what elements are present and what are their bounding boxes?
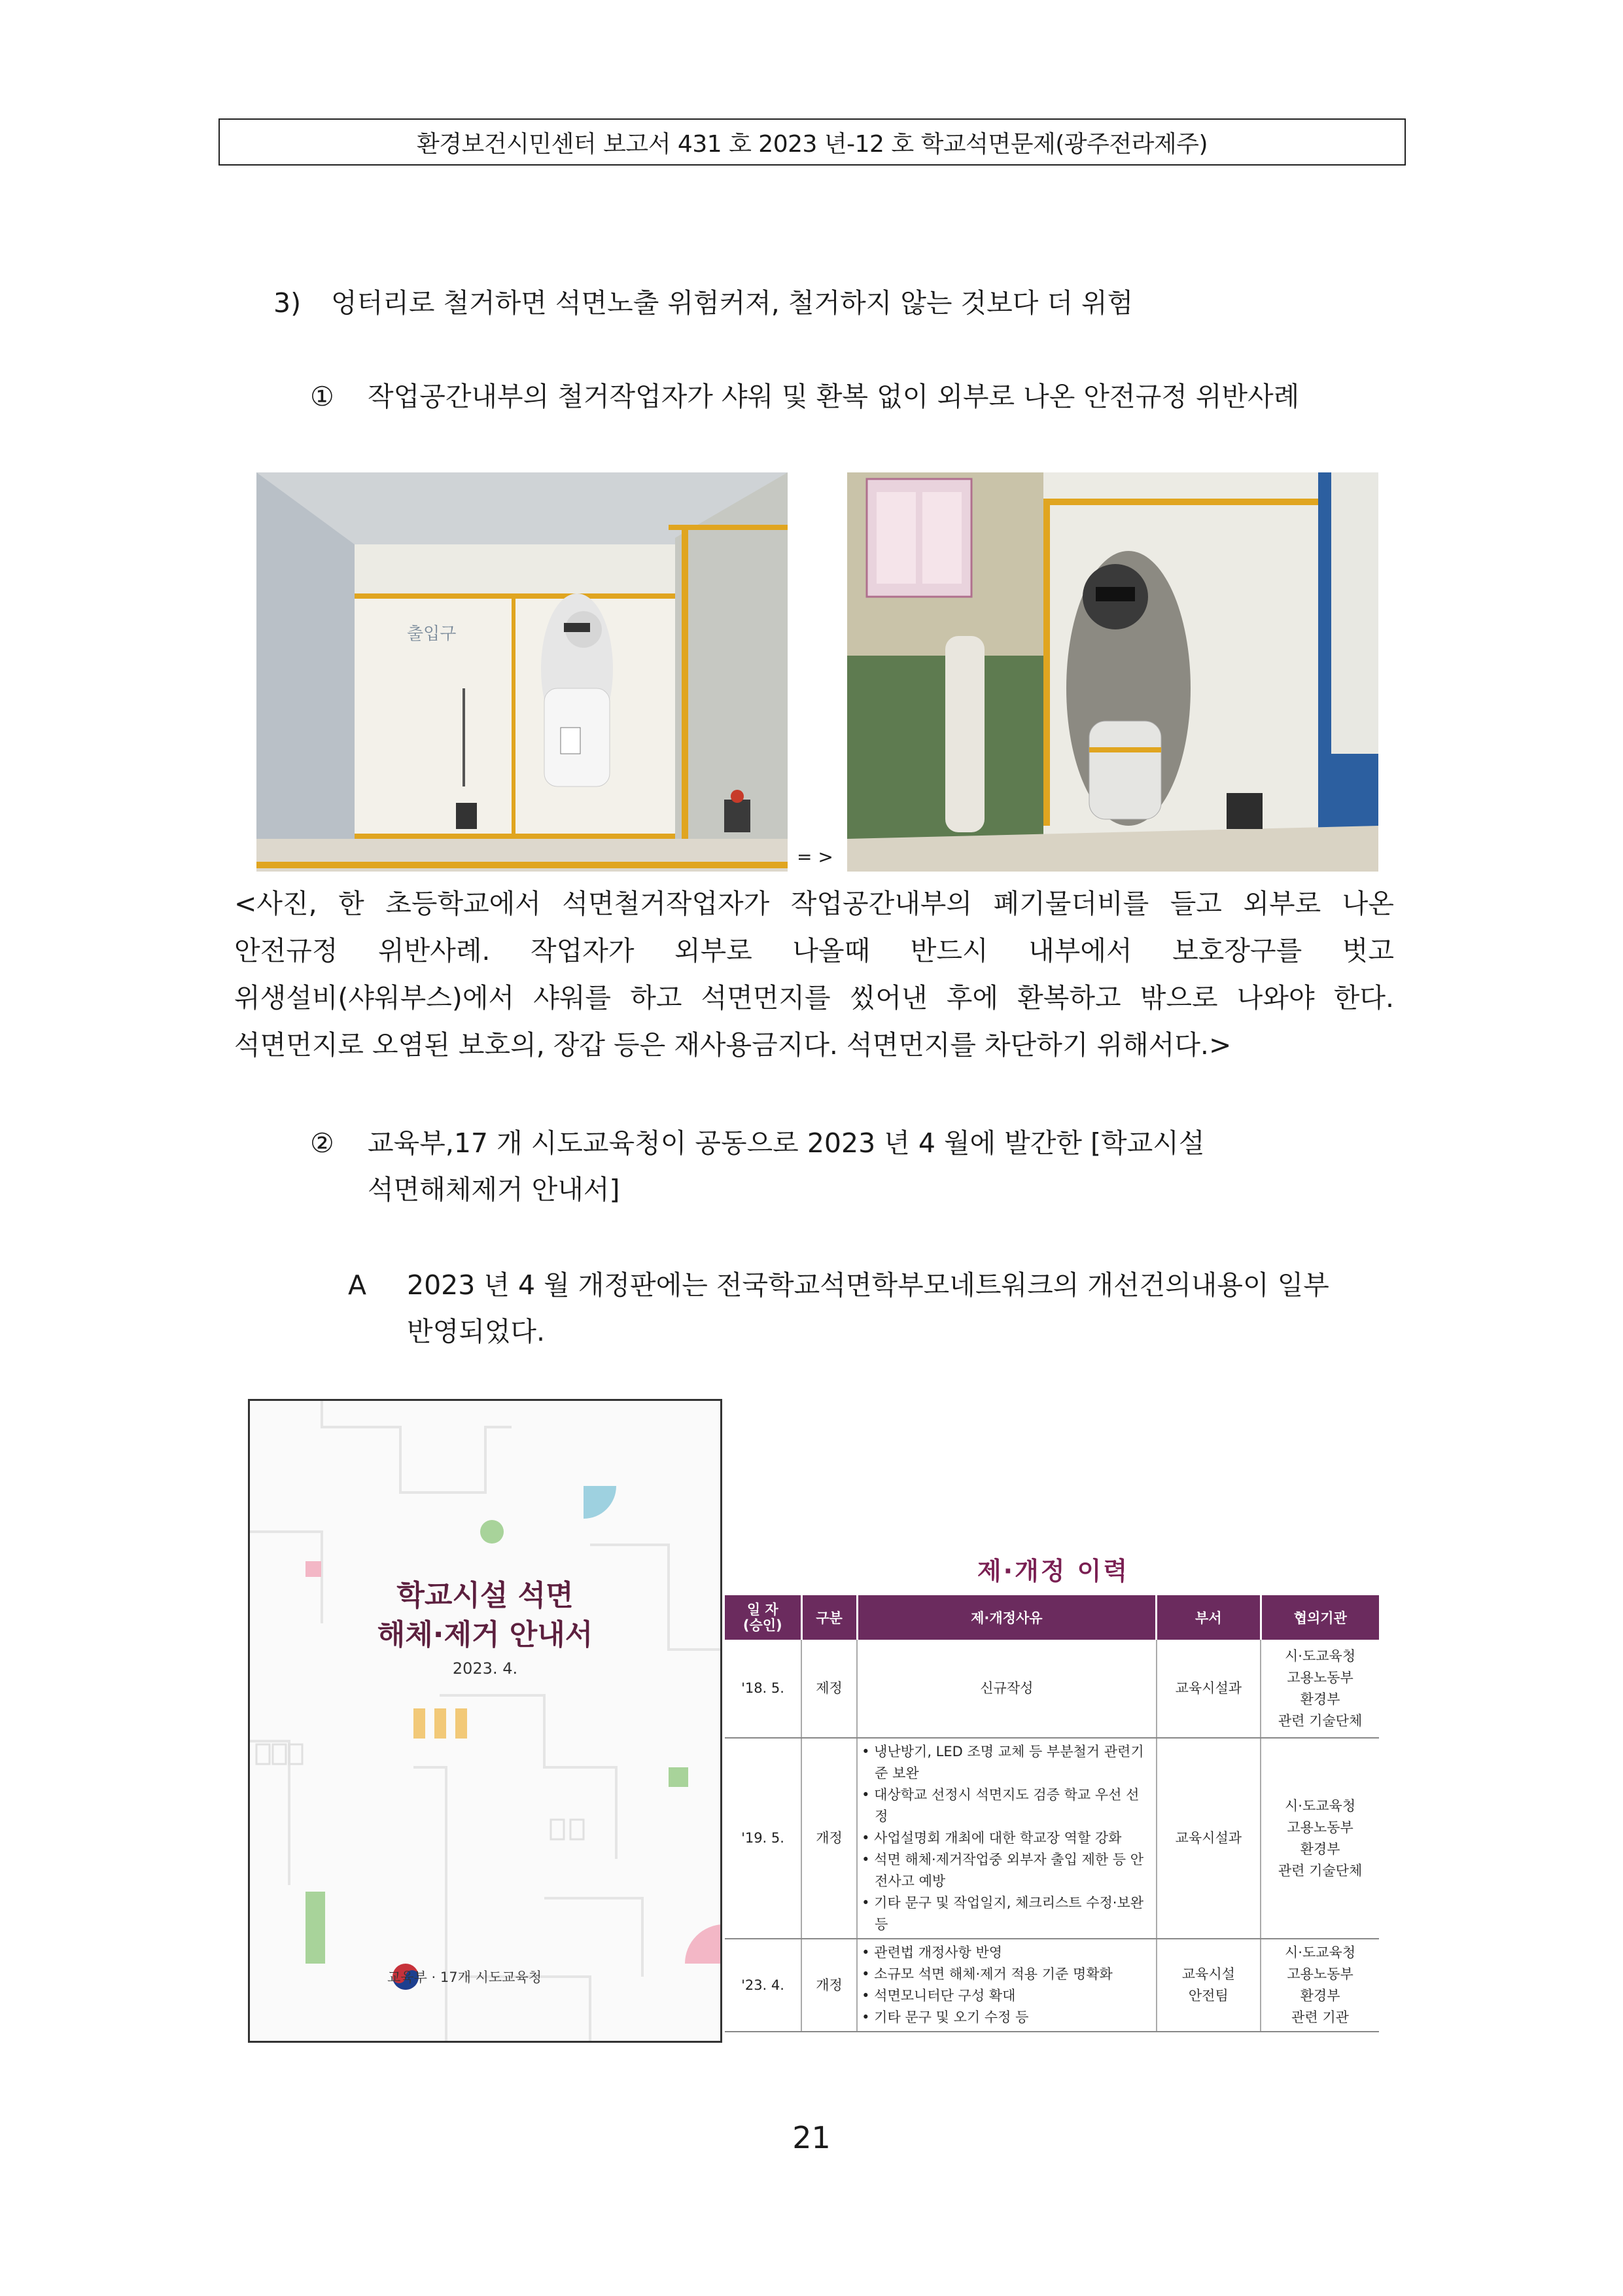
item-2 <box>310 1120 1204 1213</box>
item-2-line2: 석면해체제거 안내서] <box>368 1174 620 1205</box>
caption-line: 위생설비(샤워부스)에서 샤워를 하고 석면먼지를 씼어낸 후에 환복하고 밖으로 나와야 한다. <box>234 982 1394 1014</box>
photo-worker-inside-image <box>256 472 788 872</box>
photo-worker-exiting-image <box>847 472 1378 872</box>
cover-title-line1: 학교시설 석면 <box>396 1579 574 1612</box>
row-reasons <box>857 1738 1156 1939</box>
header-type: 구분 <box>801 1595 857 1640</box>
photo-worker-exiting <box>847 472 1378 872</box>
row-partners: 시·도교육청 고용노동부 환경부 관련 기관 <box>1261 1939 1379 2032</box>
caption-line: <사진, 한 초등학교에서 석면철거작업자가 작업공간내부의 폐기물더비를 들고 외부로 나온 <box>234 888 1394 919</box>
reason-item: • 기타 문구 및 작업일지, 체크리스트 수정·보완 등 <box>862 1895 1144 1932</box>
row-type: 개정 <box>801 1738 857 1939</box>
reason-item: • 대상학교 선정시 석면지도 검증 학교 우선 선정 <box>862 1787 1140 1824</box>
photo-worker-inside <box>256 472 788 872</box>
photo-caption <box>234 880 1394 1069</box>
row-date: '19. 5. <box>725 1738 801 1939</box>
item-1 <box>310 374 1299 420</box>
table-row <box>725 1939 1379 2032</box>
row-type: 개정 <box>801 1939 857 2032</box>
item-1-text: 작업공간내부의 철거작업자가 샤워 및 환복 없이 외부로 나온 안전규정 위반사례 <box>368 381 1300 412</box>
item-2-number: ② <box>310 1127 334 1159</box>
item-a <box>348 1262 1329 1355</box>
reason-item: • 냉난방기, LED 조명 교체 등 부분철거 관련기준 보완 <box>862 1744 1144 1781</box>
item-a-line1: 2023 년 4 월 개정판에는 전국학교석면학부모네트워크의 개선건의내용이 일부 <box>407 1269 1329 1301</box>
row-reasons <box>857 1939 1156 2032</box>
row-partners: 시·도교육청 고용노동부 환경부 관련 기술단체 <box>1261 1640 1379 1738</box>
reason-item: 신규작성 <box>980 1680 1034 1696</box>
row-date: '23. 4. <box>725 1939 801 2032</box>
cover-publisher: 교육부 · 17개 시도교육청 <box>387 1969 542 1985</box>
item-a-letter: A <box>348 1269 367 1301</box>
guidebook-cover <box>248 1399 722 2043</box>
reason-item: • 관련법 개정사항 반영 <box>862 1945 1003 1960</box>
item-a-line2: 반영되었다. <box>407 1316 546 1347</box>
row-dept: 교육시설과 <box>1157 1738 1261 1939</box>
header-dept: 부서 <box>1157 1595 1261 1640</box>
section-3-text: 엉터리로 철거하면 석면노출 위험커져, 철거하지 않는 것보다 더 위험 <box>331 287 1134 319</box>
sign-entrance: 출입구 <box>407 624 457 644</box>
cover-title-line2: 해체·제거 안내서 <box>377 1618 593 1651</box>
cover-title <box>250 1576 720 1655</box>
reason-item: • 기타 문구 및 오기 수정 등 <box>862 2009 1029 2025</box>
row-type: 제정 <box>801 1640 857 1738</box>
revision-history-table <box>725 1595 1379 2032</box>
item-2-line1: 교육부,17 개 시도교육청이 공동으로 2023 년 4 월에 발간한 [학교시설 <box>368 1127 1205 1159</box>
report-header: 환경보건시민센터 보고서 431 호 2023 년-12 호 학교석면문제(광주전라제주) <box>218 118 1406 166</box>
arrow-between-photos: = > <box>797 846 833 868</box>
table-row <box>725 1738 1379 1939</box>
reason-item: • 석면모니터단 구성 확대 <box>862 1988 1016 2004</box>
row-partners: 시·도교육청 고용노동부 환경부 관련 기술단체 <box>1261 1738 1379 1939</box>
row-dept: 교육시설 안전팀 <box>1157 1939 1261 2032</box>
reason-item: • 석면 해체·제거작업중 외부자 출입 제한 등 안전사고 예방 <box>862 1852 1144 1889</box>
table-row <box>725 1640 1379 1738</box>
cover-date: 2023. 4. <box>452 1659 518 1678</box>
row-dept: 교육시설과 <box>1157 1640 1261 1738</box>
revision-history-title: 제·개정 이력 <box>977 1557 1130 1585</box>
header-partners: 협의기관 <box>1261 1595 1379 1640</box>
section-3-heading <box>273 280 1133 327</box>
page-number: 21 <box>792 2120 831 2155</box>
row-date: '18. 5. <box>725 1640 801 1738</box>
header-reason: 제·개정사유 <box>857 1595 1156 1640</box>
revision-header-row <box>725 1595 1379 1640</box>
caption-line: 안전규정 위반사례. 작업자가 외부로 나올때 반드시 내부에서 보호장구를 벗고 <box>234 935 1394 966</box>
reason-item: • 사업설명회 개최에 대한 학교장 역할 강화 <box>862 1830 1122 1846</box>
section-3-number: 3) <box>273 287 302 319</box>
caption-line: 석면먼지로 오염된 보호의, 장갑 등은 재사용금지다. 석면먼지를 차단하기 위해서다.> <box>234 1029 1232 1061</box>
item-1-number: ① <box>310 381 334 412</box>
row-reasons <box>857 1640 1156 1738</box>
cover-decoration <box>250 1401 722 2043</box>
header-date: 일 자 (승인) <box>725 1595 801 1640</box>
reason-item: • 소규모 석면 해체·제거 적용 기준 명확화 <box>862 1966 1113 1982</box>
